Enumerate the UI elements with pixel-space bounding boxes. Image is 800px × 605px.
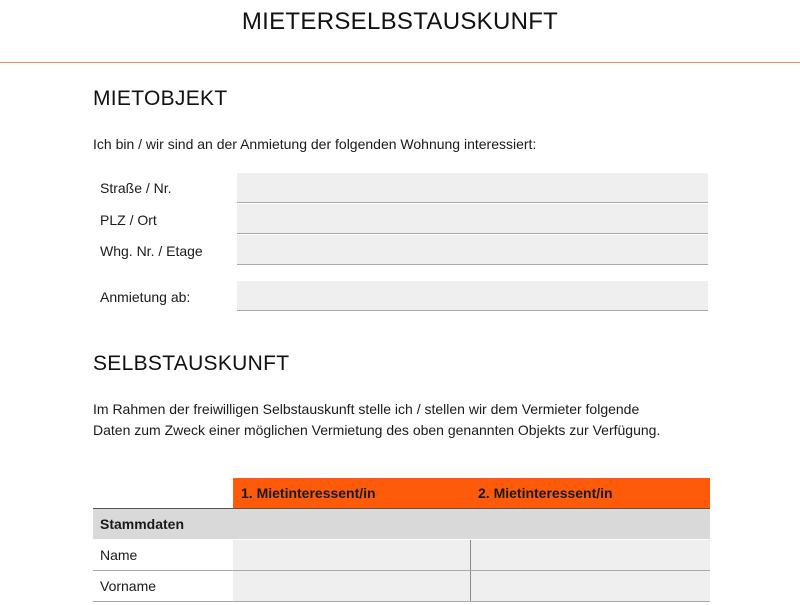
cell-vorname-1[interactable] <box>233 571 471 601</box>
group-label-stammdaten: Stammdaten <box>100 516 185 532</box>
cell-vorname-2[interactable] <box>471 571 710 601</box>
section-heading-mietobjekt: MIETOBJEKT <box>93 87 228 110</box>
column-header-1: 1. Mietinteressent/in <box>241 485 376 501</box>
title-divider <box>0 62 800 63</box>
field-input-whg-etage[interactable] <box>237 235 708 265</box>
cell-name-1[interactable] <box>233 540 471 570</box>
row-label-vorname: Vorname <box>100 578 157 594</box>
table-row <box>93 540 710 571</box>
table-header <box>233 478 710 509</box>
table-group-row <box>93 509 710 539</box>
table-row <box>93 571 710 602</box>
row-label-name: Name <box>100 547 138 563</box>
field-label-plz-ort: PLZ / Ort <box>100 212 157 228</box>
mietobjekt-intro: Ich bin / wir sind an der Anmietung der folgenden Wohnung interessiert: <box>93 136 537 152</box>
document-title: MIETERSELBSTAUSKUNFT <box>241 8 559 35</box>
field-input-plz-ort[interactable] <box>237 204 708 234</box>
field-input-anmietung-ab[interactable] <box>237 281 708 311</box>
field-label-whg-etage: Whg. Nr. / Etage <box>100 243 203 259</box>
selbstauskunft-intro-line2: Daten zum Zweck einer möglichen Vermietung des oben genannten Objekts zur Verfügung. <box>93 422 661 438</box>
column-header-2: 2. Mietinteressent/in <box>478 485 613 501</box>
section-heading-selbstauskunft: SELBSTAUSKUNFT <box>93 352 290 375</box>
cell-name-2[interactable] <box>471 540 710 570</box>
field-label-strasse: Straße / Nr. <box>100 180 172 196</box>
selbstauskunft-intro-line1: Im Rahmen der freiwilligen Selbstauskunft stelle ich / stellen wir dem Vermieter folgende <box>93 401 640 417</box>
field-label-anmietung-ab: Anmietung ab: <box>100 289 191 305</box>
field-input-strasse[interactable] <box>237 173 708 203</box>
